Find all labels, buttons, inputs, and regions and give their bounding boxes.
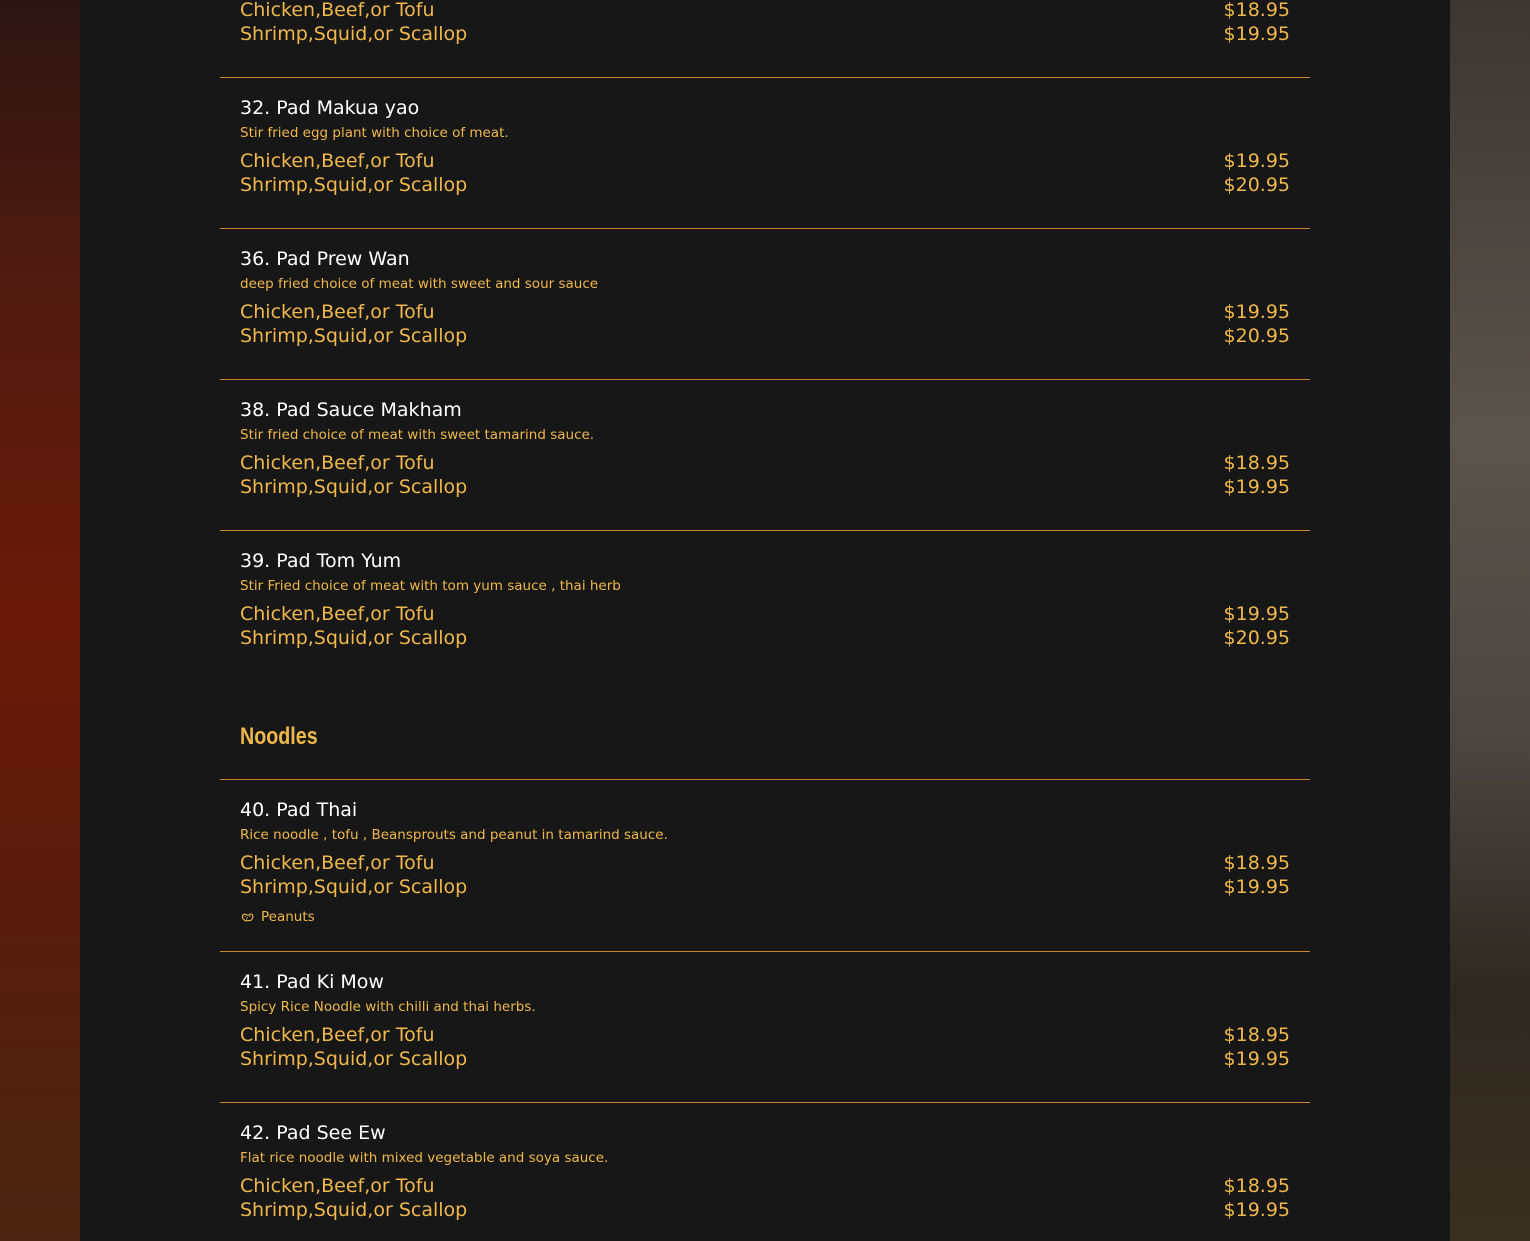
divider xyxy=(220,228,1310,229)
item-title: 40. Pad Thai xyxy=(240,799,358,821)
option-price: $19.95 xyxy=(1223,150,1290,172)
divider xyxy=(220,530,1310,531)
item-description: Stir fried choice of meat with sweet tamarind sauce. xyxy=(240,427,595,443)
option-label: Shrimp,Squid,or Scallop xyxy=(240,476,468,498)
item-description: Stir Fried choice of meat with tom yum sauce , thai herb xyxy=(240,578,621,594)
divider xyxy=(220,779,1310,780)
option-price: $18.95 xyxy=(1223,1024,1290,1046)
option-label: Chicken,Beef,or Tofu xyxy=(240,1024,435,1046)
item-description: Flat rice noodle with mixed vegetable and soya sauce. xyxy=(240,1150,609,1166)
option-label: Shrimp,Squid,or Scallop xyxy=(240,876,468,898)
background-right xyxy=(1450,0,1530,1241)
option-label: Chicken,Beef,or Tofu xyxy=(240,852,435,874)
option-price: $19.95 xyxy=(1223,1048,1290,1070)
option-price: $18.95 xyxy=(1223,452,1290,474)
item-description: Spicy Rice Noodle with chilli and thai herbs. xyxy=(240,999,536,1015)
divider xyxy=(220,1102,1310,1103)
item-title: 42. Pad See Ew xyxy=(240,1122,386,1144)
option-label: Shrimp,Squid,or Scallop xyxy=(240,325,468,347)
option-label: Chicken,Beef,or Tofu xyxy=(240,603,435,625)
section-title-noodles: Noodles xyxy=(240,723,318,750)
option-label: Shrimp,Squid,or Scallop xyxy=(240,627,468,649)
option-price: $20.95 xyxy=(1223,627,1290,649)
item-title: 38. Pad Sauce Makham xyxy=(240,399,462,421)
item-description: Rice noodle , tofu , Beansprouts and peanut in tamarind sauce. xyxy=(240,827,668,843)
option-label: Chicken,Beef,or Tofu xyxy=(240,0,435,21)
peanut-icon xyxy=(240,910,255,925)
option-label: Shrimp,Squid,or Scallop xyxy=(240,1199,468,1221)
option-price: $19.95 xyxy=(1223,603,1290,625)
option-price: $19.95 xyxy=(1223,876,1290,898)
option-label: Shrimp,Squid,or Scallop xyxy=(240,174,468,196)
option-price: $19.95 xyxy=(1223,301,1290,323)
allergen-tag xyxy=(240,908,315,926)
item-title: 36. Pad Prew Wan xyxy=(240,248,410,270)
item-title: 32. Pad Makua yao xyxy=(240,97,420,119)
option-label: Chicken,Beef,or Tofu xyxy=(240,452,435,474)
item-title: 41. Pad Ki Mow xyxy=(240,971,384,993)
option-price: $19.95 xyxy=(1223,1199,1290,1221)
option-price: $18.95 xyxy=(1223,852,1290,874)
item-description: deep fried choice of meat with sweet and sour sauce xyxy=(240,276,599,292)
option-label: Chicken,Beef,or Tofu xyxy=(240,301,435,323)
option-label: Shrimp,Squid,or Scallop xyxy=(240,23,468,45)
divider xyxy=(220,951,1310,952)
item-title: 39. Pad Tom Yum xyxy=(240,550,402,572)
option-label: Chicken,Beef,or Tofu xyxy=(240,1175,435,1197)
option-price: $19.95 xyxy=(1223,476,1290,498)
option-label: Chicken,Beef,or Tofu xyxy=(240,150,435,172)
divider xyxy=(220,379,1310,380)
option-price: $20.95 xyxy=(1223,325,1290,347)
option-price: $20.95 xyxy=(1223,174,1290,196)
option-price: $19.95 xyxy=(1223,23,1290,45)
divider xyxy=(220,77,1310,78)
option-price: $18.95 xyxy=(1223,1175,1290,1197)
allergen-label: Peanuts xyxy=(261,909,315,925)
option-label: Shrimp,Squid,or Scallop xyxy=(240,1048,468,1070)
background-left xyxy=(0,0,80,1241)
option-price: $18.95 xyxy=(1223,0,1290,21)
item-description: Stir fried egg plant with choice of meat. xyxy=(240,125,509,141)
